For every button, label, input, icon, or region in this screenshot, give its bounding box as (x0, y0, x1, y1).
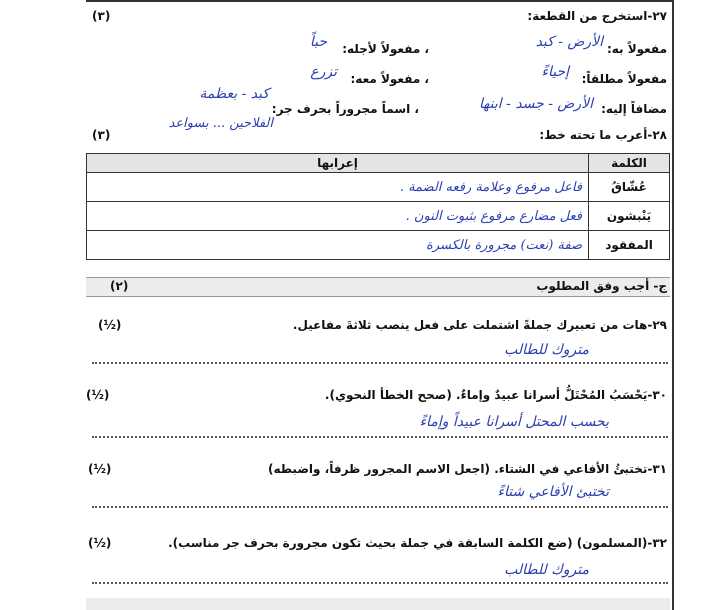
q32-mark: (½) (88, 536, 112, 550)
section-c-mark: (٢) (110, 279, 129, 293)
q27-absolute-answer: إحياءً (541, 64, 569, 80)
section-c-title: ج- أجب وفق المطلوب (536, 279, 667, 293)
q27-mark: (٣) (92, 9, 111, 23)
table-row (87, 202, 670, 231)
q29-mark: (½) (98, 318, 122, 332)
header-word: الكلمة (589, 154, 670, 173)
header-irab: إعرابها (87, 154, 589, 173)
row-irab: فاعل مرفوع وعلامة رفعه الضمة . (87, 173, 589, 202)
q31-answer: تختبئ الأفاعي شتاءً (497, 484, 609, 500)
q27-jar-answer: كبد - بعظمة (199, 86, 269, 102)
q30-answer: يحسب المحتل أسرانا عبيداً وإماءً (419, 414, 609, 430)
row-word: المفقود (589, 231, 670, 260)
q29-text: ٢٩-هات من تعبيرك جملةً اشتملت على فعل ينصب ثلاثةَ مفاعيل. (292, 318, 667, 332)
q27-purpose-answer: حباً (309, 34, 327, 50)
q29-answer: متروك للطالب (504, 342, 589, 358)
q32-answer: متروك للطالب (504, 562, 589, 578)
q32-answer-line (92, 582, 668, 584)
q27-idafa-answer: الأرض - جسد - ابنها (478, 96, 593, 112)
row-irab: فعل مضارع مرفوع بثبوت النون . (87, 202, 589, 231)
q27-with-label: ، مفعولاً معه: (350, 72, 429, 86)
margin-rule (672, 0, 674, 610)
q27-with-answer: تزرع (310, 64, 337, 80)
q28-mark: (٣) (92, 128, 111, 142)
q27-jar-label: ، اسماً مجروراً بحرف جر: (271, 102, 419, 116)
q30-text: ٣٠-يَحْسَبُ المُحْتَلُّ أسرانا عبيدٌ وإماءٌ. (صحح الخطأ النحوي). (324, 388, 667, 402)
q30-answer-line (92, 436, 668, 438)
q29-answer-line (92, 362, 668, 364)
bottom-bar (86, 598, 670, 610)
q27-object-answer: الأرض - كبد (535, 34, 603, 50)
q27-object-label: مفعولاً به: (606, 42, 667, 56)
q31-answer-line (92, 506, 668, 508)
table-row (87, 173, 670, 202)
q27-absolute-label: مفعولاً مطلقاً: (581, 72, 667, 86)
q28-title: ٢٨-أعرب ما تحته خط: (539, 128, 667, 142)
q27-purpose-label: ، مفعولاً لأجله: (342, 42, 429, 56)
top-rule (86, 0, 674, 2)
table-row (87, 231, 670, 260)
q27-idafa-label: مضافاً إليه: (601, 102, 667, 116)
irab-table (86, 153, 670, 260)
q27-jar-answer-2: الفلاحين ... بسواعد (168, 116, 273, 131)
q31-text: ٣١-تختبئُ الأفاعي في الشتاء. (اجعل الاسم المجرور ظرفاً، واضبطه) (267, 462, 667, 476)
q30-mark: (½) (86, 388, 110, 402)
row-irab: صفة (نعت) مجرورة بالكسرة (87, 231, 589, 260)
q27-title: ٢٧-استخرج من القطعة: (527, 9, 667, 23)
row-word: عُشّاقُ (589, 173, 670, 202)
irab-table-header (87, 154, 670, 173)
q32-text: ٣٢-(المسلمون) (ضع الكلمة السابقة في جملة بحيث تكون مجرورة بحرف جر مناسب). (168, 536, 667, 550)
row-word: يَنْبشون (589, 202, 670, 231)
q31-mark: (½) (88, 462, 112, 476)
